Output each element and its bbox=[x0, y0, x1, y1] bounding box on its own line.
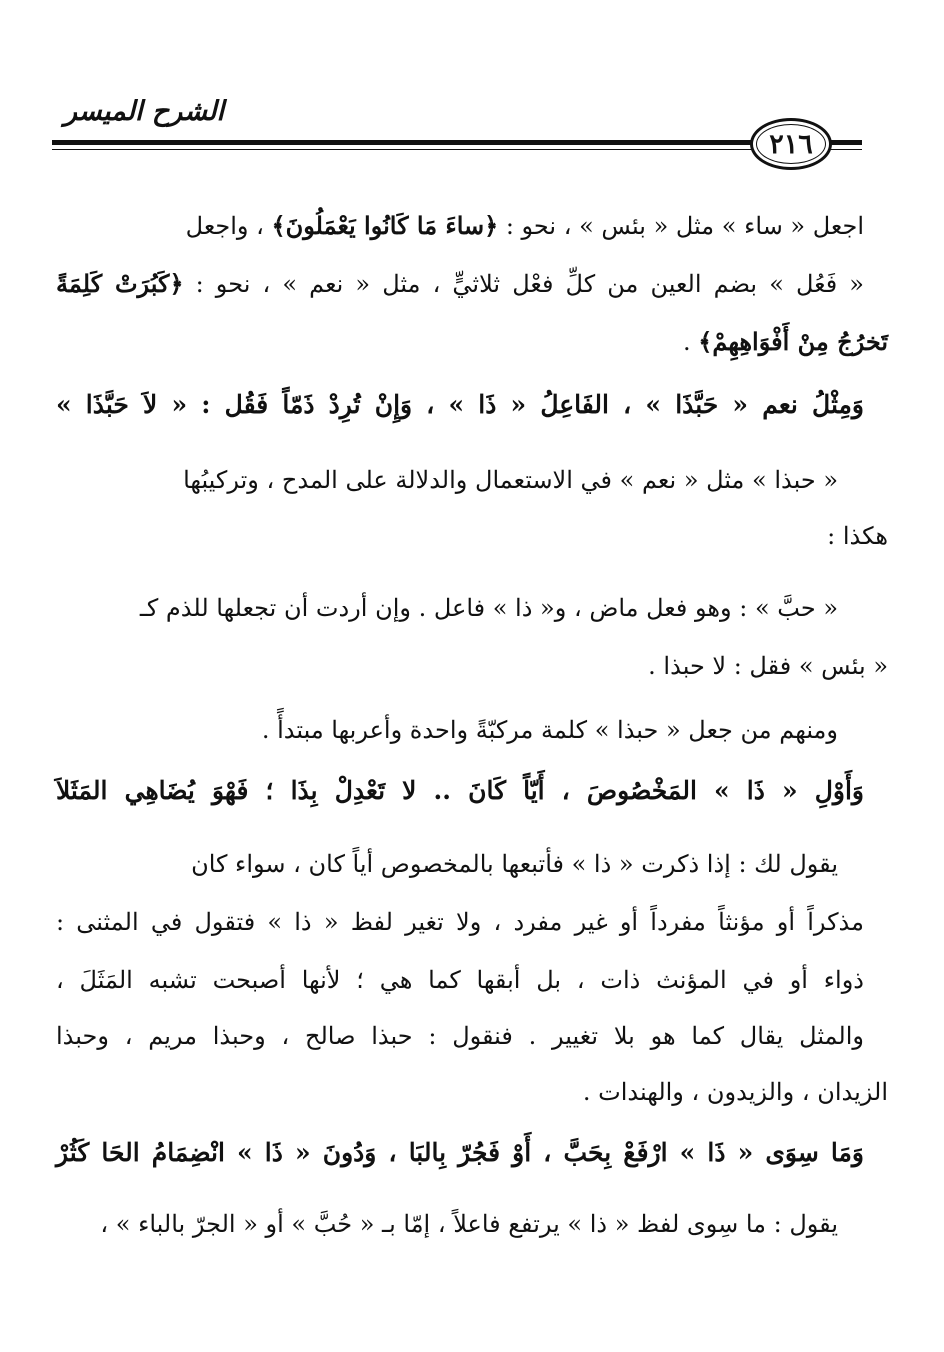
text-segment: . bbox=[683, 328, 699, 356]
text-line bbox=[683, 328, 888, 357]
quran-quote: ﴿ساءَ مَا كَانُوا يَعْمَلُونَ﴾ bbox=[271, 211, 499, 240]
header-rule bbox=[52, 140, 752, 145]
verse-line: وَمَا سِوَى « ذَا » ارْفَعْ بِحَبَّ ، أَوْ فَجُرّ بِالبَا ، وَدُونَ « ذَا » انْضِمَامُ الحَا كَثُرْ bbox=[56, 1138, 864, 1167]
text-line: « حبَّ » : وهو فعل ماض ، و« ذا » فاعل . وإن أردت أن تجعلها للذم كـ bbox=[139, 594, 838, 622]
quran-quote: ﴿كَبُرَتْ كَلِمَةً bbox=[56, 269, 184, 298]
running-title: الشرح الميسر bbox=[64, 96, 225, 127]
text-line: ومنهم من جعل « حبذا » كلمة مركبّةً واحدة وأعربها مبتدأً . bbox=[261, 716, 838, 744]
verse-line: وَأَوْلِ « ذَا » المَخْصُوصَ ، أَيّاً كَانَ .. لا تَعْدِلْ بِذَا ؛ فَهْوَ يُضَاهِي المَثَلاَ bbox=[56, 776, 864, 805]
text-line: يقول لك : إذا ذكرت « ذا » فأتبعها بالمخصوص أياً كان ، سواء كان bbox=[191, 850, 838, 878]
text-segment: اجعل « ساء » مثل « بئس » ، نحو : bbox=[498, 212, 864, 240]
header-rule-right-thin bbox=[828, 149, 862, 150]
text-segment: « فَعُل » بضم العين من كلِّ فعْل ثلاثيٍّ ، مثل « نعم » ، نحو : bbox=[183, 270, 864, 298]
text-line bbox=[56, 270, 864, 299]
text-line: يقول : ما سِوى لفظ « ذا » يرتفع فاعلاً ، إمّا بـ « حُبَّ » أو « الجرّ بالباء » ، bbox=[100, 1210, 838, 1238]
quran-quote: تَخرُجُ مِنْ أَفْوَاهِهِمْ﴾ bbox=[698, 327, 888, 356]
text-line: مذكراً أو مؤنثاً مفرداً أو غير مفرد ، ولا تغير لفظ « ذا » فتقول في المثنى : bbox=[56, 908, 864, 936]
text-segment: ، واجعل bbox=[185, 212, 272, 240]
text-line bbox=[186, 212, 864, 241]
text-line: « حبذا » مثل « نعم » في الاستعمال والدلالة على المدح ، وتركيبُها bbox=[183, 466, 838, 494]
text-line: الزيدان ، والزيدون ، والهندات . bbox=[582, 1078, 888, 1106]
verse-line: وَمِثْلُ نعم « حَبَّذَا » ، الفَاعِلُ « ذَا » ، وَإِنْ تُرِدْ ذَمّاً فَقُل : « لاَ حَبَّذَا » bbox=[56, 390, 864, 419]
header-rule-thin bbox=[52, 149, 752, 150]
text-line: « بئس » فقل : لا حبذا . bbox=[648, 652, 888, 680]
text-line: هكذا : bbox=[827, 522, 888, 550]
header-rule-right bbox=[828, 140, 862, 145]
page-number: ٢١٦ bbox=[750, 118, 832, 170]
text-line: ذواء أو في المؤنث ذات ، بل أبقها كما هي ؛ لأنها أصبحت تشبه المَثَلَ ، bbox=[56, 966, 864, 994]
text-line: والمثل يقال كما هو بلا تغيير . فنقول : حبذا صالح ، وحبذا مريم ، وحبذا bbox=[56, 1022, 864, 1050]
